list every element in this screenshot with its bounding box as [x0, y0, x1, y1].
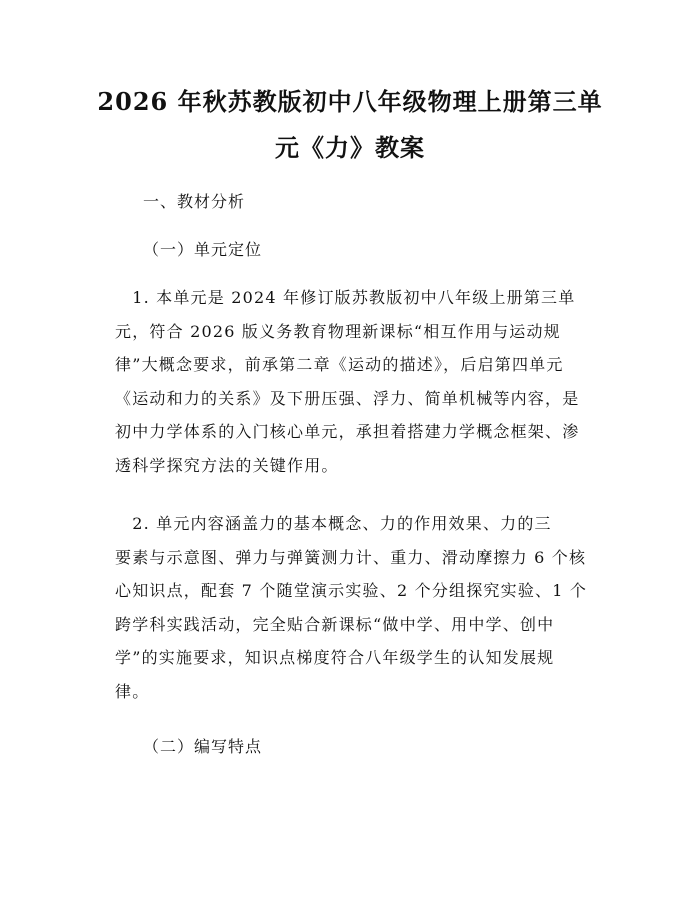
paragraph-line: 律。: [115, 681, 150, 701]
document-title-line-2: 元《力》教案: [275, 133, 425, 162]
paragraph-line: 初中力学体系的入门核心单元，承担着搭建力学概念框架、渗: [115, 422, 580, 442]
paragraph-line: 《运动和力的关系》及下册压强、浮力、简单机械等内容，是: [115, 388, 580, 408]
paragraph-line: 学”的实施要求，知识点梯度符合八年级学生的认知发展规: [115, 648, 555, 668]
paragraph-2: [115, 513, 605, 715]
paragraph-line: 心知识点，配套 7 个随堂演示实验、2 个分组探究实验、1 个: [115, 581, 588, 601]
subsection-heading-writing-features: （二）编写特点: [143, 737, 263, 756]
document-title-line-1: 2026 年秋苏教版初中八年级物理上册第三单: [97, 87, 603, 116]
paragraph-line: 元，符合 2026 版义务教育物理新课标“相互作用与运动规: [115, 321, 561, 341]
paragraph-line: 要素与示意图、弹力与弹簧测力计、重力、滑动摩擦力 6 个核: [115, 547, 587, 567]
paragraph-line: 2. 单元内容涵盖力的基本概念、力的作用效果、力的三: [115, 514, 552, 533]
subsection-heading-unit-positioning: （一）单元定位: [143, 240, 263, 259]
paragraph-line: 1. 本单元是 2024 年修订版苏教版初中八年级上册第三单: [115, 288, 576, 307]
paragraph-line: 透科学探究方法的关键作用。: [115, 455, 339, 475]
paragraph-1: [115, 287, 605, 489]
paragraph-line: 律”大概念要求，前承第二章《运动的描述》，后启第四单元: [115, 355, 564, 375]
paragraph-line: 跨学科实践活动，完全贴合新课标“做中学、用中学、创中: [115, 614, 555, 634]
section-heading-materials-analysis: 一、教材分析: [143, 192, 246, 211]
